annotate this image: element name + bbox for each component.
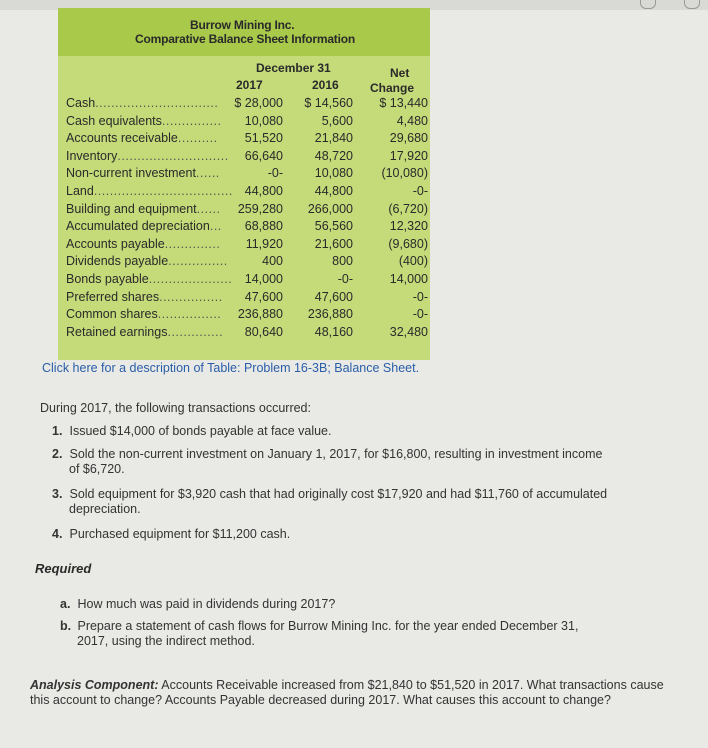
row-label — [66, 114, 222, 128]
edge-icon — [640, 0, 656, 9]
value-2016: 800 — [332, 254, 353, 268]
value-2016: -0- — [337, 272, 353, 286]
row-label-text: Cash — [66, 96, 96, 110]
value-2016: 21,600 — [314, 237, 353, 251]
col-net-heading: Net — [390, 66, 410, 80]
row-label-text: Accumulated depreciation — [66, 219, 210, 233]
row-leader-dots: ................ — [159, 290, 223, 304]
edge-icon — [684, 0, 700, 9]
question-letter: b. — [60, 619, 72, 633]
value-2016: $ 14,560 — [304, 96, 353, 110]
analysis-label: Analysis Component: — [30, 678, 159, 692]
row-leader-dots: ............... — [168, 254, 228, 268]
value-2017: 400 — [262, 254, 283, 268]
row-label — [66, 202, 221, 216]
row-leader-dots: ............................... — [95, 96, 219, 110]
row-label — [66, 149, 229, 163]
intro-text: During 2017, the following transactions occurred: — [40, 401, 311, 415]
value-2016: 47,600 — [314, 290, 353, 304]
item-text: Sold equipment for $3,920 cash that had originally cost $17,920 and had $11,760 of accumulated — [69, 487, 608, 501]
value-2016: 48,160 — [314, 325, 353, 339]
required-heading: Required — [35, 561, 92, 576]
value-net-change: 4,480 — [396, 114, 428, 128]
row-leader-dots: ................................... — [93, 184, 233, 198]
value-2016: 10,080 — [314, 166, 353, 180]
value-2017: 236,880 — [237, 307, 283, 321]
value-net-change: -0- — [412, 307, 428, 321]
value-2017: 80,640 — [244, 325, 283, 339]
value-2016: 21,840 — [314, 131, 353, 145]
value-2017: 11,920 — [245, 237, 283, 251]
row-label-text: Accounts payable — [66, 237, 165, 251]
col-2016-heading: 2016 — [312, 78, 339, 92]
row-label — [66, 290, 223, 304]
col-change-heading: Change — [370, 81, 415, 95]
transaction-item — [52, 447, 602, 477]
edge-icons — [640, 0, 700, 10]
row-label — [66, 272, 232, 286]
value-2017: -0- — [267, 166, 283, 180]
value-2016: 56,560 — [314, 219, 353, 233]
value-2017: 14,000 — [244, 272, 283, 286]
row-leader-dots: ... — [209, 219, 222, 233]
value-2016: 48,720 — [314, 149, 353, 163]
row-label-text: Land — [66, 184, 94, 198]
row-label-text: Common shares — [66, 307, 158, 321]
item-number: 3. — [52, 487, 63, 501]
value-net-change: (400) — [398, 254, 428, 268]
row-label-text: Dividends payable — [66, 254, 169, 268]
row-label — [66, 131, 218, 145]
value-2017: $ 28,000 — [234, 96, 283, 110]
value-net-change: -0- — [412, 184, 428, 198]
value-2017: 44,800 — [244, 184, 283, 198]
analysis-component — [30, 678, 680, 708]
value-2017: 47,600 — [244, 290, 283, 304]
value-net-change: 12,320 — [389, 219, 428, 233]
date-heading: December 31 — [256, 61, 331, 75]
item-text: Issued $14,000 of bonds payable at face value. — [69, 424, 332, 438]
company-title: Burrow Mining Inc. — [190, 18, 295, 32]
row-label-text: Retained earnings — [66, 325, 168, 339]
question-text: Prepare a statement of cash flows for Burrow Mining Inc. for the year ended December 31, — [77, 619, 579, 633]
value-net-change: -0- — [412, 290, 428, 304]
row-label-text: Cash equivalents — [66, 114, 162, 128]
item-text: Sold the non-current investment on January 1, 2017, for $16,800, resulting in investment income — [69, 447, 603, 461]
value-2017: 259,280 — [237, 202, 283, 216]
row-leader-dots: .............. — [164, 237, 221, 251]
value-2017: 66,640 — [244, 149, 283, 163]
value-2017: 68,880 — [244, 219, 283, 233]
transaction-item — [52, 487, 607, 517]
item-number: 4. — [52, 527, 63, 541]
row-leader-dots: .............. — [167, 325, 224, 339]
item-number: 2. — [52, 447, 63, 461]
row-label-text: Bonds payable — [66, 272, 149, 286]
row-leader-dots: ...... — [195, 166, 220, 180]
row-label — [66, 307, 221, 321]
row-label-text: Non-current investment — [66, 166, 196, 180]
value-net-change: (6,720) — [388, 202, 428, 216]
row-label-text: Inventory — [66, 149, 118, 163]
value-2016: 236,880 — [307, 307, 353, 321]
value-2016: 44,800 — [314, 184, 353, 198]
analysis-text: Accounts Receivable increased from $21,840 to $51,520 in 2017. What transactions cause this account to change? Accounts Payable decreased during 2017. What causes this account to change? — [30, 678, 664, 707]
question-item — [60, 597, 335, 612]
row-label — [66, 166, 220, 180]
transaction-item — [52, 527, 290, 542]
value-net-change: (10,080) — [381, 166, 428, 180]
row-leader-dots: ................ — [157, 307, 222, 321]
question-letter: a. — [60, 597, 71, 611]
value-2017: 51,520 — [244, 131, 283, 145]
table-subtitle: Comparative Balance Sheet Information — [135, 32, 355, 46]
row-label — [66, 237, 220, 251]
item-number: 1. — [52, 424, 63, 438]
row-label-text: Preferred shares — [66, 290, 160, 304]
value-2016: 5,600 — [321, 114, 353, 128]
row-leader-dots: ..................... — [148, 272, 233, 286]
question-item — [60, 619, 578, 649]
table-description-link[interactable]: Click here for a description of Table: Problem 16-3B; Balance Sheet. — [42, 361, 420, 375]
value-2017: 10,080 — [244, 114, 283, 128]
value-net-change: 32,480 — [389, 325, 428, 339]
value-net-change: 14,000 — [389, 272, 428, 286]
col-2017-heading: 2017 — [236, 78, 263, 92]
value-net-change: (9,680) — [388, 237, 428, 251]
row-leader-dots: ............... — [161, 114, 222, 128]
item-text-cont: of $6,720. — [69, 462, 125, 476]
value-net-change: 17,920 — [389, 149, 428, 163]
row-leader-dots: .......... — [177, 131, 218, 145]
row-label — [66, 96, 218, 110]
value-2016: 266,000 — [307, 202, 353, 216]
item-text-cont: depreciation. — [69, 502, 141, 516]
row-label — [66, 325, 223, 339]
item-text: Purchased equipment for $11,200 cash. — [69, 527, 291, 541]
value-net-change: 29,680 — [389, 131, 428, 145]
row-label — [66, 254, 228, 268]
transaction-item — [52, 424, 331, 439]
row-label-text: Accounts receivable — [66, 131, 178, 145]
question-text: How much was paid in dividends during 2017? — [77, 597, 336, 611]
value-net-change: $ 13,440 — [379, 96, 428, 110]
question-text-cont: 2017, using the indirect method. — [77, 634, 255, 648]
row-label — [66, 184, 233, 198]
row-leader-dots: ...... — [196, 202, 221, 216]
row-leader-dots: ............................ — [117, 149, 229, 163]
row-label — [66, 219, 222, 233]
row-label-text: Building and equipment — [66, 202, 197, 216]
